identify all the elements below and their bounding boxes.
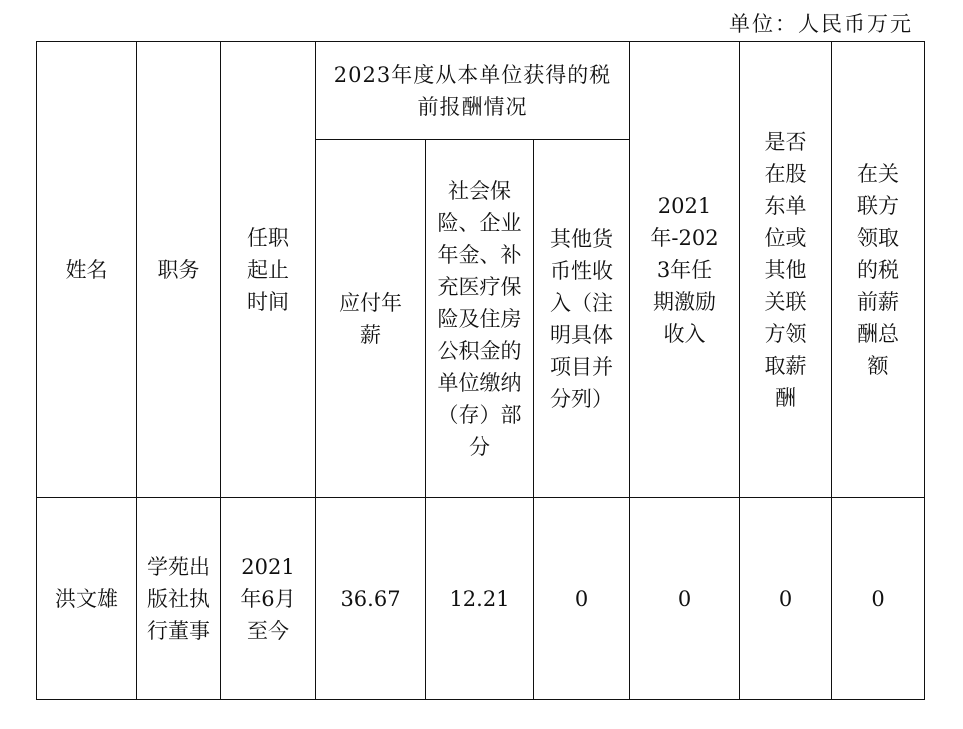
cell-other-monetary-income: 0 (534, 498, 630, 700)
header-related-party-total: 在关联方领取的税前薪酬总额 (832, 42, 925, 498)
cell-tenure: 2021年6月至今 (221, 498, 316, 700)
cell-related-party-pay: 0 (740, 498, 832, 700)
header-other-monetary-income: 其他货币性收入（注明具体项目并分列） (534, 140, 630, 498)
header-name: 姓名 (37, 42, 137, 498)
cell-related-party-total: 0 (832, 498, 925, 700)
header-incentive-income: 2021年-2023年任期激励收入 (630, 42, 740, 498)
header-position: 职务 (137, 42, 221, 498)
cell-name: 洪文雄 (37, 498, 137, 700)
cell-incentive-income: 0 (630, 498, 740, 700)
header-related-party-pay: 是否在股东单位或其他关联方领取薪酬 (740, 42, 832, 498)
header-social-insurance: 社会保险、企业年金、补充医疗保险及住房公积金的单位缴纳（存）部分 (426, 140, 534, 498)
header-annual-salary: 应付年薪 (316, 140, 426, 498)
header-row-1 (37, 42, 925, 140)
unit-label: 单位：人民币万元 (729, 12, 913, 36)
cell-annual-salary: 36.67 (316, 498, 426, 700)
table-row (37, 498, 925, 700)
compensation-table (36, 41, 925, 700)
cell-position: 学苑出版社执行董事 (137, 498, 221, 700)
cell-social-insurance: 12.21 (426, 498, 534, 700)
header-pay-group: 2023年度从本单位获得的税前报酬情况 (316, 42, 630, 140)
header-tenure: 任职起止时间 (221, 42, 316, 498)
